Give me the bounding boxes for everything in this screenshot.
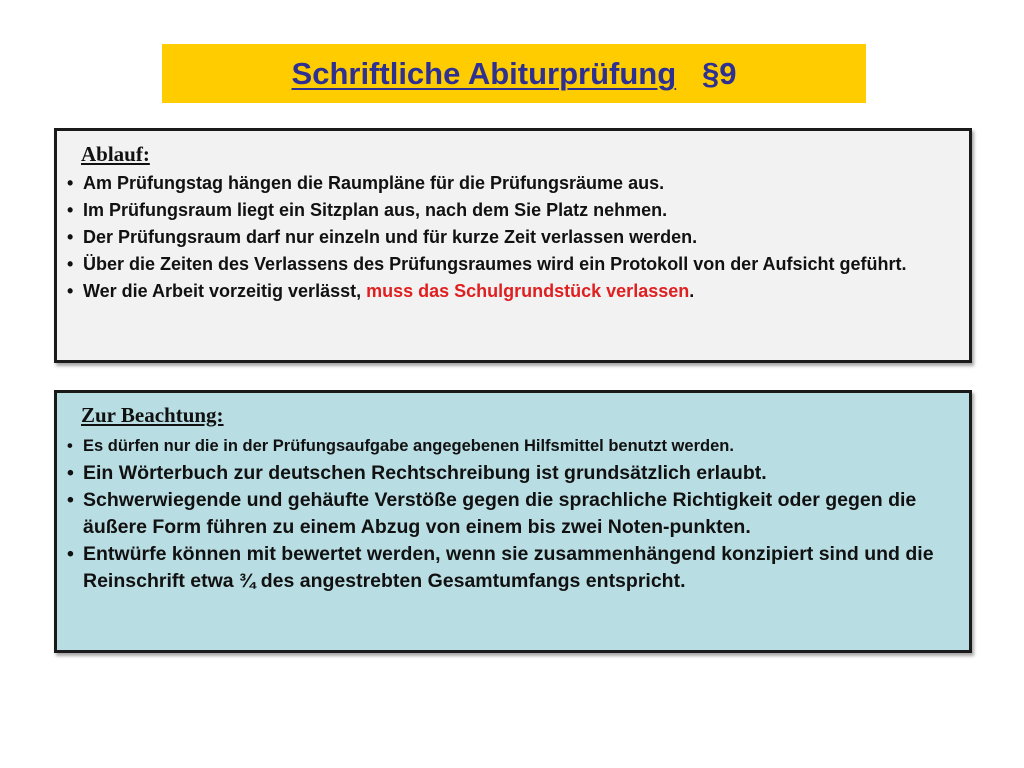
list-item bbox=[63, 251, 959, 278]
list-item-text: Schwerwiegende und gehäufte Verstöße gegen die sprachliche Richtigkeit oder gegen die äußere Form führen zu einem Abzug von einem bis zwei Noten-punkten. bbox=[83, 489, 917, 538]
list-item-text: Am Prüfungstag hängen die Raumpläne für die Prüfungsräume aus. bbox=[83, 173, 665, 193]
bullet-icon: • bbox=[67, 281, 74, 301]
bullet-icon: • bbox=[67, 173, 74, 193]
title-main: Schriftliche Abiturprüfung bbox=[291, 55, 677, 91]
page-title bbox=[292, 56, 737, 92]
list-item bbox=[63, 197, 959, 224]
list-item bbox=[63, 224, 959, 251]
beachtung-heading: Zur Beachtung: bbox=[81, 403, 224, 427]
list-item-text: Über die Zeiten des Verlassens des Prüfungsraumes wird ein Protokoll von der Aufsicht geführt. bbox=[83, 254, 907, 274]
list-item-text: Es dürfen nur die in der Prüfungsaufgabe angegebenen Hilfsmittel benutzt werden. bbox=[83, 437, 734, 455]
ablauf-box bbox=[54, 128, 972, 363]
list-item-text: Entwürfe können mit bewertet werden, wenn sie zusammenhängend konzipiert sind und die Reinschrift etwa ¾ des angestrebten Gesamtumfangs entspricht. bbox=[83, 543, 934, 592]
bullet-icon: • bbox=[67, 200, 74, 220]
list-item bbox=[63, 541, 959, 595]
list-item bbox=[63, 278, 959, 305]
list-item-text: Der Prüfungsraum darf nur einzeln und für kurze Zeit verlassen werden. bbox=[83, 227, 698, 247]
list-item-end: . bbox=[689, 281, 695, 301]
bullet-icon: • bbox=[67, 462, 74, 484]
list-item bbox=[63, 460, 959, 487]
highlight-text: muss das Schulgrundstück verlassen bbox=[366, 281, 690, 301]
list-item bbox=[63, 487, 959, 541]
ablauf-list bbox=[63, 170, 959, 305]
bullet-icon: • bbox=[67, 489, 74, 511]
bullet-icon: • bbox=[67, 254, 74, 274]
beachtung-list bbox=[63, 433, 959, 595]
bullet-icon: • bbox=[67, 543, 74, 565]
list-item-text: Im Prüfungsraum liegt ein Sitzplan aus, nach dem Sie Platz nehmen. bbox=[83, 200, 668, 220]
beachtung-box bbox=[54, 390, 972, 653]
bullet-icon: • bbox=[67, 227, 74, 247]
title-section: §9 bbox=[701, 55, 737, 91]
list-item-text: Ein Wörterbuch zur deutschen Rechtschreibung ist grundsätzlich erlaubt. bbox=[83, 462, 767, 484]
ablauf-heading: Ablauf: bbox=[81, 142, 150, 166]
title-banner bbox=[162, 44, 866, 103]
list-item bbox=[63, 433, 959, 460]
bullet-icon: • bbox=[67, 437, 73, 455]
list-item-text: Wer die Arbeit vorzeitig verlässt, bbox=[83, 281, 367, 301]
list-item bbox=[63, 170, 959, 197]
